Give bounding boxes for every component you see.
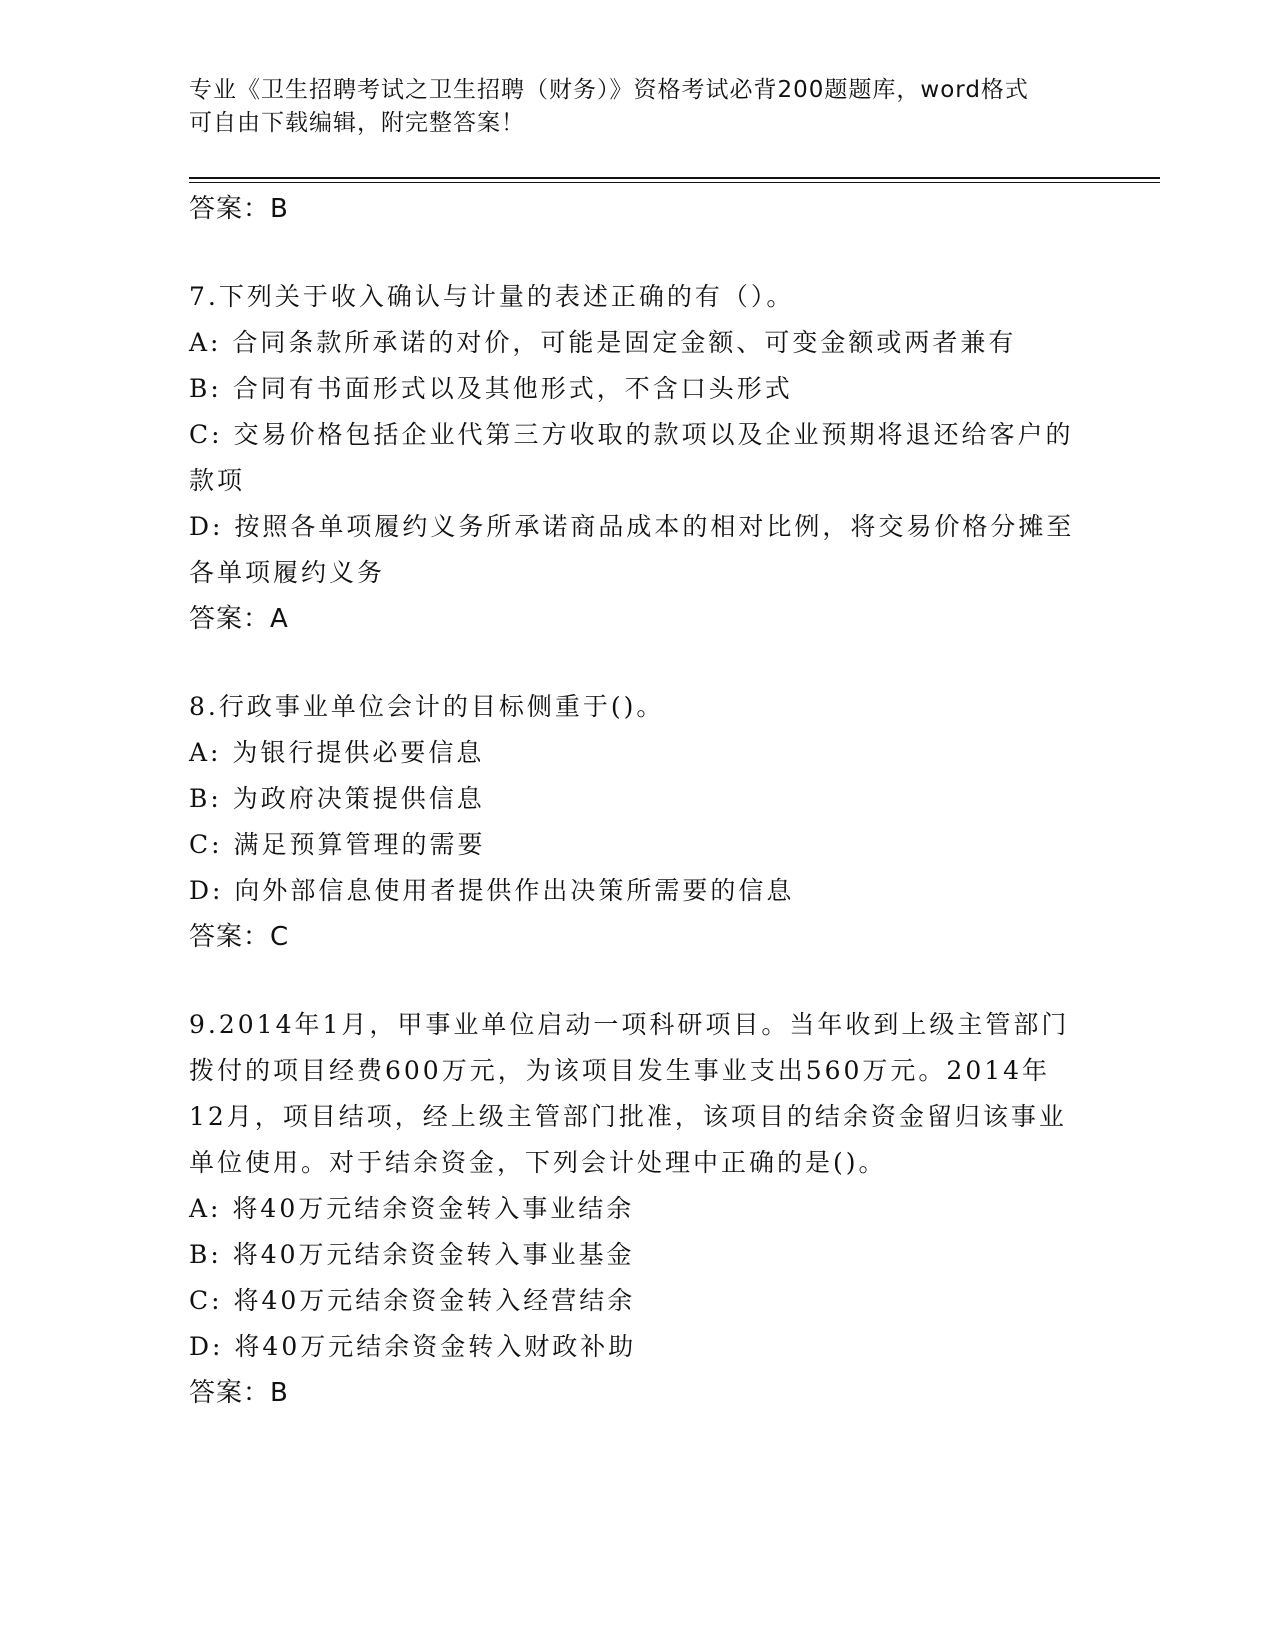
option-b: B: 将40万元结余资金转入事业基金 [189,1240,635,1269]
header-divider-thin [189,182,1160,183]
question-stem: 9.2014年1月，甲事业单位启动一项科研项目。当年收到上级主管部门拨付的项目经费600万元，为该项目发生事业支出560万元。2014年12月，项目结项，经上级主管部门批准，该项目的结余资金留归该事业单位使用。对于结余资金，下列会计处理中正确的是()。 [189,1010,1070,1177]
question-8 [189,684,1089,960]
header-divider-thick [189,177,1160,179]
answer: 答案：A [189,604,289,634]
option-b: B: 为政府决策提供信息 [189,784,485,813]
document-header [189,74,1089,140]
question-stem: 8.行政事业单位会计的目标侧重于()。 [189,692,665,721]
header-line-2: 可自由下载编辑，附完整答案！ [189,110,525,136]
option-a: A: 将40万元结余资金转入事业结余 [189,1194,635,1223]
option-d: D: 向外部信息使用者提供作出决策所需要的信息 [189,876,795,905]
answer: 答案：C [189,922,290,952]
answer-previous-question: 答案：B [189,194,289,224]
header-line-1: 专业《卫生招聘考试之卫生招聘（财务）》资格考试必背200题题库，word格式 [189,77,1029,103]
option-b: B: 合同有书面形式以及其他形式，不含口头形式 [189,374,793,403]
option-d: D: 将40万元结余资金转入财政补助 [189,1332,637,1361]
option-c: C: 将40万元结余资金转入经营结余 [189,1286,636,1315]
answer: 答案：B [189,1378,289,1408]
option-a: A: 合同条款所承诺的对价，可能是固定金额、可变金额或两者兼有 [189,328,1017,357]
option-c: C: 满足预算管理的需要 [189,830,486,859]
question-7 [189,274,1089,642]
document-body [189,186,1089,1416]
option-a: A: 为银行提供必要信息 [189,738,485,767]
option-d: D: 按照各单项履约义务所承诺商品成本的相对比例，将交易价格分摊至各单项履约义务 [189,512,1075,587]
question-stem: 7.下列关于收入确认与计量的表述正确的有（）。 [189,282,795,311]
option-c: C: 交易价格包括企业代第三方收取的款项以及企业预期将退还给客户的款项 [189,420,1074,495]
question-9 [189,1002,1089,1416]
